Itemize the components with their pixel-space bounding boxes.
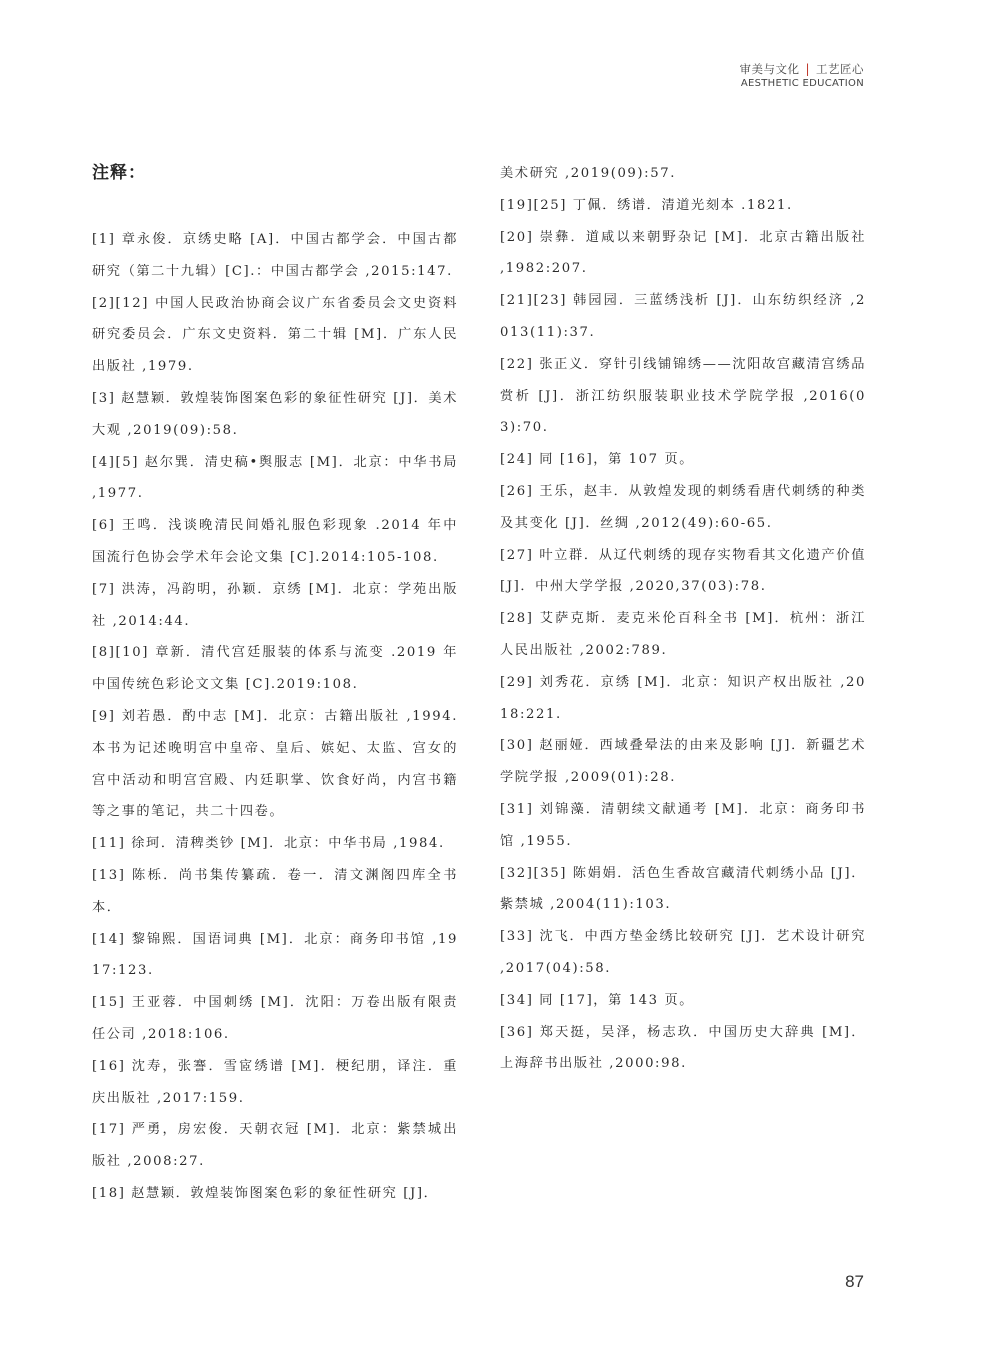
reference-entry: [4][5] 赵尔巽．清史稿•舆服志 [M]．北京：中华书局 ,1977. bbox=[92, 454, 458, 502]
reference-entry: [24] 同 [16]，第 107 页。 bbox=[500, 452, 695, 468]
reference-entry: [28] 艾萨克斯．麦克米伦百科全书 [M]．杭州：浙江人民出版社 ,2002:789. bbox=[500, 611, 866, 658]
running-header bbox=[739, 62, 864, 91]
reference-entry: [1] 章永俊．京绣史略 [A]．中国古都学会．中国古都研究（第二十九辑）[C].：中国古都学会 ,2015:147. bbox=[92, 232, 458, 279]
reference-entry: [33] 沈飞．中西方垫金绣比较研究 [J]．艺术设计研究 ,2017(04):58. bbox=[500, 929, 866, 976]
reference-entry: [17] 严勇，房宏俊．天朝衣冠 [M]．北京：紫禁城出版社 ,2008:27. bbox=[92, 1122, 458, 1170]
header-section: 审美与文化 bbox=[739, 62, 800, 76]
header-section-line bbox=[739, 62, 864, 77]
reference-entry: [19][25] 丁佩．绣谱．清道光刻本 .1821. bbox=[500, 197, 793, 213]
reference-entry: [32][35] 陈娟娟．活色生香故宫藏清代刺绣小品 [J]．紫禁城 ,2004(11):103. bbox=[500, 865, 866, 913]
reference-entry: [34] 同 [17]，第 143 页。 bbox=[500, 992, 695, 1008]
reference-entry: [18] 赵慧颖．敦煌装饰图案色彩的象征性研究 [J]． bbox=[92, 1185, 439, 1201]
reference-entry: [27] 叶立群．从辽代刺绣的现存实物看其文化遗产价值 [J]．中州大学学报 ,2020,37(03):78. bbox=[500, 547, 866, 595]
reference-entry: [21][23] 韩园园．三蓝绣浅析 [J]．山东纺织经济 ,2013(11):37. bbox=[500, 293, 866, 340]
reference-entry: [11] 徐珂．清稗类钞 [M]．北京：中华书局 ,1984. bbox=[92, 836, 445, 852]
reference-entry: [9] 刘若愚．酌中志 [M]．北京：古籍出版社 ,1994. 本书为记述晚明宫中皇帝、皇后、嫔妃、太监、宫女的宫中活动和明宫宫殿、内廷职掌、饮食好尚，内宫书籍等之事的笔记，共二十四卷。 bbox=[92, 708, 458, 820]
header-divider: | bbox=[805, 62, 810, 76]
reference-entry: [36] 郑天挺，吴泽，杨志玖．中国历史大辞典 [M]．上海辞书出版社 ,2000:98. bbox=[500, 1024, 866, 1072]
reference-entry: [13] 陈栎．尚书集传纂疏．卷一．清文渊阁四库全书本． bbox=[92, 867, 458, 915]
reference-entry: [15] 王亚蓉．中国刺绣 [M]．沈阳：万卷出版有限责任公司 ,2018:106. bbox=[92, 995, 458, 1042]
reference-entry: [16] 沈寿，张謇．雪宧绣谱 [M]．梗纪朋，译注．重庆出版社 ,2017:159. bbox=[92, 1058, 458, 1106]
notes-title: 注释： bbox=[92, 163, 146, 183]
reference-entry: [7] 洪涛，冯韵明，孙颖．京绣 [M]．北京：学苑出版社 ,2014:44. bbox=[92, 581, 458, 629]
reference-entry: [29] 刘秀花．京绣 [M]．北京：知识产权出版社 ,2018:221. bbox=[500, 674, 866, 722]
reference-entry: [3] 赵慧颖．敦煌装饰图案色彩的象征性研究 [J]．美术大观 ,2019(09):58. bbox=[92, 390, 458, 438]
reference-entry: [14] 黎锦熙．国语词典 [M]．北京：商务印书馆 ,1917:123. bbox=[92, 931, 458, 979]
reference-entry: [6] 王鸣．浅谈晚清民间婚礼服色彩现象 .2014 年中国流行色协会学术年会论文集 [C].2014:105-108. bbox=[92, 518, 458, 565]
reference-entry: [22] 张正义．穿针引线铺锦绣——沈阳故宫藏清宫绣品赏析 [J]．浙江纺织服装职业技术学院学报 ,2016(03):70. bbox=[500, 356, 866, 436]
left-reference-column bbox=[92, 224, 458, 1210]
header-category: 工艺匠心 bbox=[816, 62, 864, 76]
reference-entry: [2][12] 中国人民政治协商会议广东省委员会文史资料研究委员会．广东文史资料．第二十辑 [M]．广东人民出版社 ,1979. bbox=[92, 295, 458, 375]
right-reference-column bbox=[500, 158, 866, 1080]
header-english: AESTHETIC EDUCATION bbox=[740, 78, 864, 89]
reference-entry: [26] 王乐，赵丰．从敦煌发现的刺绣看唐代刺绣的种类及其变化 [J]．丝绸 ,2012(49):60-65. bbox=[500, 483, 866, 531]
page-number: 87 bbox=[845, 1272, 864, 1291]
reference-entry: [30] 赵丽娅．西域叠晕法的由来及影响 [J]．新疆艺术学院学报 ,2009(01):28. bbox=[500, 738, 866, 786]
reference-entry: [8][10] 章新．清代宫廷服装的体系与流变 .2019 年中国传统色彩论文文集 [C].2019:108. bbox=[92, 645, 458, 693]
reference-entry: [31] 刘锦藻．清朝续文献通考 [M]．北京：商务印书馆 ,1955. bbox=[500, 801, 866, 849]
reference-entry: 美术研究 ,2019(09):57. bbox=[500, 166, 676, 181]
reference-entry: [20] 崇彝．道咸以来朝野杂记 [M]．北京古籍出版社 ,1982:207. bbox=[500, 229, 866, 277]
